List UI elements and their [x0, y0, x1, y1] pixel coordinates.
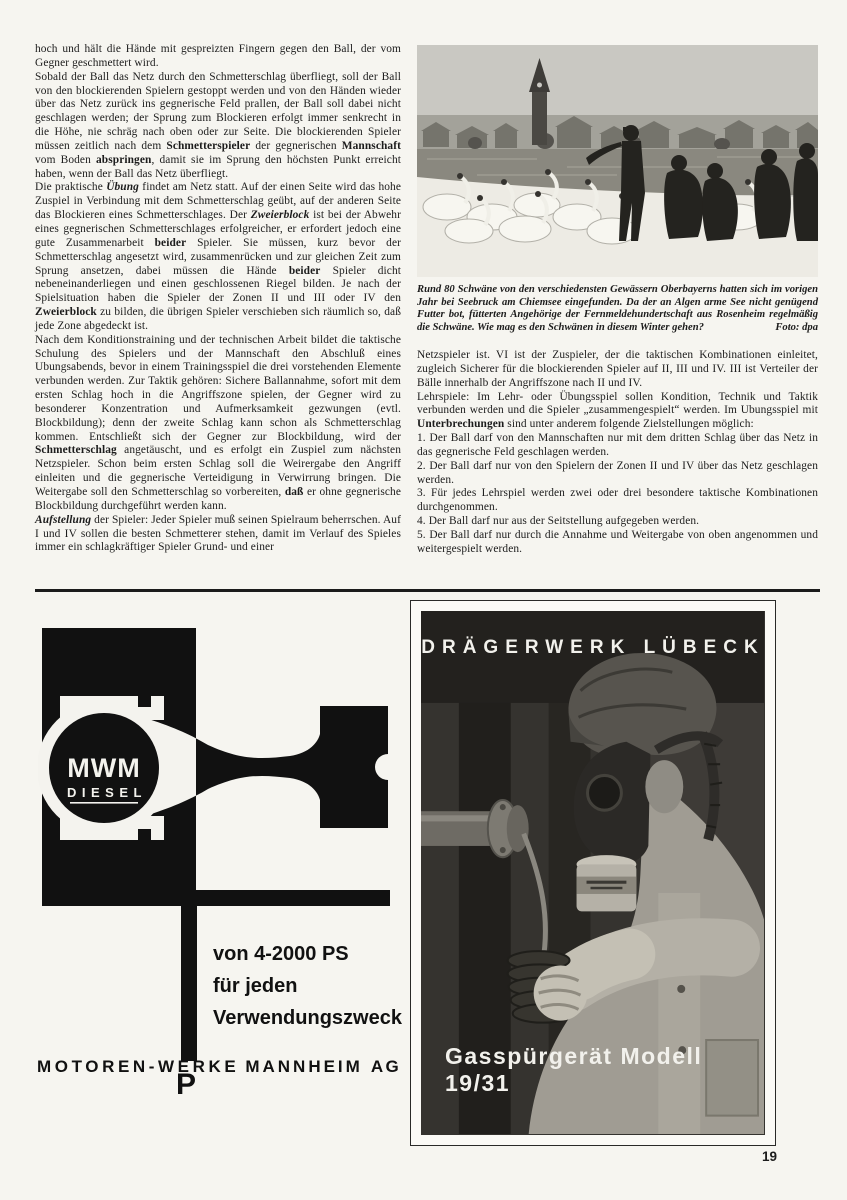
paragraph: Aufstellung der Spieler: Jeder Spieler muß seinen Spielraum beherrschen. Auf I und IV sollen die besten Schmetterer stehen, damit im Verlauf des Spieles immer ein schlagkräftiger Spieler Grund- und einer [35, 513, 401, 554]
swans-photo [417, 45, 818, 277]
mwm-logo-text: MWM [67, 753, 141, 783]
mwm-footer-letter: P [176, 1068, 197, 1101]
mwm-company-line [37, 1057, 402, 1077]
company-prefix: MOTOREN-WERKE [37, 1057, 240, 1076]
caption-text: Rund 80 Schwäne von den verschiedensten Gewässern Oberbayerns hatten sich im vorigen Jahr bei Seebruck am Chiemsee eingefunden. Da der an Algen arme See nicht genügend Futter bot, fütterten Angehörige der Fernmeldehundertschaft aus Rosenheim regelmäßig die Schwäne. Wie mag es den Schwänen in diesem Winter gehen? [417, 284, 818, 333]
company-name: MANNHEIM [245, 1057, 363, 1076]
tagline-line: Verwendungszweck [213, 1007, 402, 1029]
filter-canister [577, 855, 637, 911]
horizontal-rule [35, 589, 820, 592]
mwm-diesel-text: DIESEL [67, 785, 147, 800]
mwm-bottom-bar [193, 890, 390, 906]
article-right-column [417, 349, 818, 557]
page-number: 19 [762, 1149, 778, 1164]
paragraph: Nach dem Konditionstraining und der technischen Arbeit bildet die taktische Schulung des Spielers und der Mannschaft den Abschluß eines Ubungsabends, bevor in einem Trainingsspiel die drei vorstehenden Elemente verbunden werden. Zur Taktik gehören: Sichere Ballannahme, sofort mit dem ersten Schlag hoch in die Angriffszone spielen, der Gegner wird zu besonderer Konzentration und Aufmerksamkeit gezwungen (evtl. Blockbildung); denn der zweite Schlag kann schon als Schmetterschlag kommen. Entschließt sich der Gegner zur Blockbildung, wird der Schmetterschlag angetäuscht, und es erfolgt ein Zuspiel zum nächsten Netzspieler. Schon beim ersten Schlag soll die Weirergabe den Angriff einleiten und die gegnerische Verteidigung in Verwirrung bringen. Die Weitergabe soll den Schmetterschlag so vorbereiten, daß er ohne gegnerische Blockbildung durchgeführt werden kann. [35, 333, 401, 512]
mwm-tagline [213, 938, 402, 1034]
list-item: 3. Für jedes Lehrspiel werden zwei oder drei besondere taktische Kombinationen durchgenommen. [417, 487, 818, 514]
tagline-line: für jeden [213, 975, 298, 997]
company-suffix: AG [370, 1057, 402, 1076]
swans-photo-illustration [417, 45, 818, 277]
paragraph: hoch und hält die Hände mit gespreizten Fingern gegen den Ball, der vom Gegner geschmettert wird. [35, 43, 401, 69]
draeger-title: DRÄGERWERK LÜBECK [421, 637, 765, 658]
hand [534, 965, 588, 1020]
mwm-vertical-bar [181, 903, 197, 1061]
list-item: 4. Der Ball darf nur aus der Seitstellung aufgegeben werden. [417, 515, 700, 528]
list-item: 2. Der Ball darf nur von den Spielern der Zonen II und IV über das Netz geschlagen werden. [417, 459, 818, 486]
draeger-product-name: Gasspürgerät Modell 19/31 [445, 1043, 703, 1096]
paragraph: Lehrspiele: Im Lehr- oder Übungsspiel sollen Kondition, Technik und Taktik verbunden werden und die Spieler „zusammengespielt“ werden. Im Ubungsspiel mit Unterbrechungen sind unter anderem folgende Zielstellungen möglich: [417, 390, 818, 431]
paragraph: Netzspieler ist. VI ist der Zuspieler, der die taktischen Kombinationen einleitet, zugleich Sicherer für die blockierenden Spieler auf II, III und IV. III ist Verteiler der Bälle innerhalb der Angriffszone nach II und IV. [417, 349, 818, 389]
list-item: 5. Der Ball darf nur durch die Annahme und Weitergabe von oben angenommen und weitergespielt werden. [417, 528, 818, 555]
tagline-line: von 4-2000 PS [213, 943, 349, 965]
draeger-ad [410, 600, 776, 1146]
photo-caption [417, 284, 818, 334]
article-left-column [35, 43, 401, 555]
list-item: 1. Der Ball darf von den Mannschaften nur mit dem dritten Schlag über das Netz in das gegnerische Feld geschlagen werden. [417, 432, 818, 458]
mwm-logo-graphic [38, 626, 390, 911]
photo-credit: Foto: dpa [767, 322, 818, 335]
paragraph: Sobald der Ball das Netz durch den Schmetterschlag überfliegt, soll der Ball von den blockierenden Spielern gestoppt werden und von den Händen wieder über das Netz zurück ins gegnerische Feld prallen, der Ball soll dabei nicht geschlagen werden; der Sprung zum Blockieren erfolgt immer senkrecht in die Höhe, nie schräg nach oben oder zur Seite. Die blockierenden Spieler müssen zeitlich nach dem Schmetterspieler der gegnerischen Mannschaft vom Boden abspringen, damit sie im Sprung den höchsten Punkt erreicht haben, wenn der Ball das Netz überfliegt. [35, 70, 402, 180]
gasmask-photo [421, 611, 765, 1135]
paragraph: Die praktische Übung findet am Netz statt. Auf der einen Seite wird das hohe Zuspiel in Verbindung mit dem Schmetterschlag geübt, auf der anderen Seite das Blockieren eines Schmetterschlages. Der Zweierblock ist bei der Abwehr eines gegnerischen Schmetterschlages erfolgreicher, er erfordert jedoch eine gute Zusammenarbeit beider Spieler. Sie müssen, kurz bevor der Schmetterschlag angesetzt wird, zusammenrücken und zur gleichen Zeit zum Sprung ansetzen, dabei müssen die Hände beider Spieler dicht nebeneinanderliegen und einen geschlossenen Riegel bilden. Je nach der Spielsituation haben die Spieler der Zonen II und III oder IV den Zweierblock zu bilden, die übrigen Spieler verschieben sich räumlich so, daß jede Zone abgedeckt ist. [35, 181, 401, 332]
